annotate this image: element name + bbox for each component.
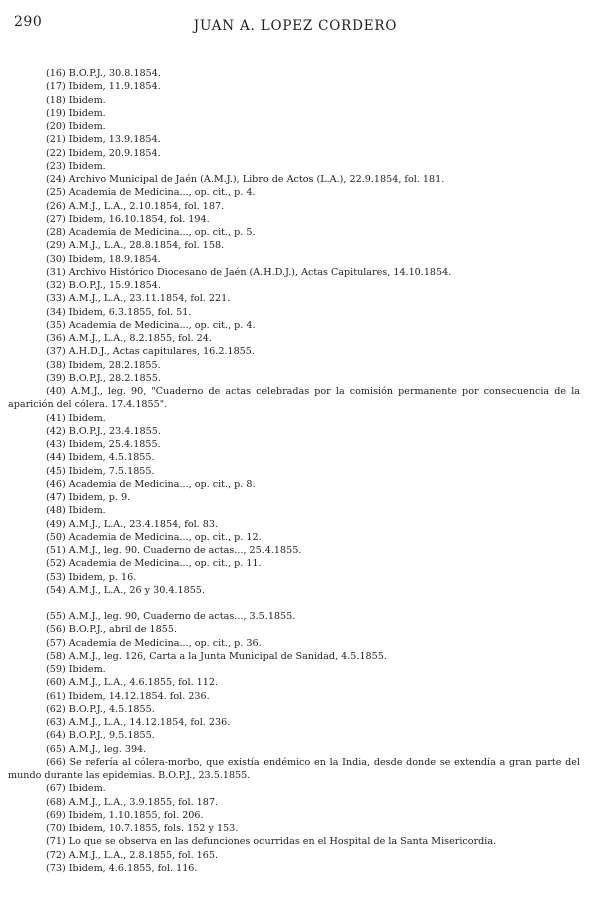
- footnote: [8, 557, 580, 570]
- footnotes-group-1: [8, 67, 580, 597]
- footnote: [8, 239, 580, 252]
- footnote-number: (48): [46, 505, 66, 517]
- footnote: [8, 623, 580, 636]
- footnote: [8, 226, 580, 239]
- footnote-number: (23): [46, 160, 66, 172]
- footnote: [8, 94, 580, 107]
- footnote-number: (21): [46, 134, 66, 146]
- footnote: [8, 782, 580, 795]
- footnote: [8, 478, 580, 491]
- footnote-text: Ibidem.: [68, 664, 106, 675]
- footnote-text: Ibidem.: [68, 121, 106, 132]
- footnote: [8, 425, 580, 438]
- footnote: [8, 531, 580, 544]
- footnote: [8, 716, 580, 729]
- footnote-number: (47): [46, 492, 66, 503]
- footnote-text: Ibidem.: [68, 783, 106, 795]
- footnote-text: Ibidem, 16.10.1854, fol. 194.: [68, 213, 210, 225]
- footnote-number: (46): [46, 478, 66, 490]
- footnote-number: (49): [46, 518, 66, 530]
- footnote-text: Ibidem, 1.10.1855, fol. 206.: [68, 809, 204, 821]
- footnote-number: (55): [46, 611, 66, 622]
- footnotes: [8, 67, 580, 875]
- footnote-number: (42): [46, 425, 66, 437]
- footnote-text: A.M.J., L.A., 3.9.1855, fol. 187.: [68, 796, 219, 808]
- footnote-number: (43): [46, 439, 66, 450]
- footnote-number: (36): [46, 333, 66, 344]
- footnote-number: (28): [46, 227, 66, 238]
- footnote-text: Ibidem, 18.9.1854.: [68, 253, 161, 265]
- footnote-text: A.M.J., L.A., 23.4.1854, fol. 83.: [68, 518, 219, 530]
- running-head: JUAN A. LOPEZ CORDERO: [193, 18, 398, 34]
- footnote-number: (41): [46, 412, 66, 424]
- footnote: [8, 412, 580, 425]
- footnote: [8, 332, 580, 345]
- footnote-number: (35): [46, 319, 66, 331]
- footnote-text: B.O.P.J., abril de 1855.: [68, 624, 177, 636]
- footnote-text: A.M.J., L.A., 2.8.1855, fol. 165.: [68, 849, 219, 861]
- footnote: [8, 809, 580, 822]
- footnote-number: (69): [46, 809, 66, 821]
- footnote: [8, 676, 580, 689]
- footnote-number: (72): [46, 849, 66, 861]
- footnote-text: Academia de Medicina..., op. cit., p. 5.: [68, 227, 256, 238]
- footnote-text: A.M.J., L.A., 4.6.1855, fol. 112.: [68, 677, 219, 689]
- footnote-text: Ibidem, 4.5.1855.: [68, 452, 155, 464]
- footnote: [8, 120, 580, 133]
- footnote-text: A.M.J., leg. 90, Cuaderno de actas..., 3.5.1855.: [68, 611, 296, 622]
- footnote-number: (59): [46, 664, 66, 675]
- footnote-number: (57): [46, 637, 66, 649]
- footnote: [8, 147, 580, 160]
- footnote-number: (71): [46, 836, 66, 848]
- footnote: [8, 663, 580, 676]
- footnote-text: Ibidem, 4.6.1855, fol. 116.: [68, 862, 198, 874]
- footnote: [8, 610, 580, 623]
- footnote-number: (70): [46, 823, 66, 834]
- footnote-number: (24): [46, 174, 66, 185]
- footnote-number: (26): [46, 200, 66, 212]
- footnote-number: (62): [46, 703, 66, 715]
- footnote-text: Ibidem, 25.4.1855.: [68, 439, 161, 450]
- footnote-number: (30): [46, 253, 66, 265]
- footnote-number: (17): [46, 81, 66, 93]
- page-number: 290: [14, 14, 43, 30]
- footnote-number: (39): [46, 372, 66, 384]
- footnote-text: A.M.J., leg. 90, "Cuaderno de actas celebradas por la comisión permanente por consecuencia de la aparición del cólera. 17.4.1855".: [8, 386, 580, 411]
- footnote: [8, 186, 580, 199]
- footnote: [8, 729, 580, 742]
- footnote-text: Ibidem, p. 9.: [68, 492, 131, 503]
- footnote-number: (64): [46, 730, 66, 742]
- footnote-text: Ibidem, 20.9.1854.: [68, 147, 161, 159]
- footnote-text: Ibidem.: [68, 107, 106, 119]
- footnote-text: A.M.J., L.A., 8.2.1855, fol. 24.: [68, 333, 212, 344]
- footnote-number: (18): [46, 94, 66, 106]
- footnote-text: Academia de Medicina..., op. cit., p. 4.: [68, 187, 256, 199]
- footnote-text: Archivo Histórico Diocesano de Jaén (A.H.D.J.), Actas Capitulares, 14.10.1854.: [68, 266, 452, 278]
- footnote-number: (68): [46, 796, 66, 808]
- footnote-text: Academia de Medicina..., op. cit., p. 12.: [68, 531, 262, 543]
- footnote-text: Ibidem.: [68, 160, 106, 172]
- footnote-number: (73): [46, 862, 66, 874]
- footnote-number: (44): [46, 452, 66, 464]
- footnote: [8, 160, 580, 173]
- footnote: [8, 359, 580, 372]
- footnote-number: (29): [46, 240, 66, 252]
- footnote-text: B.O.P.J., 23.4.1855.: [68, 425, 161, 437]
- footnote: [8, 292, 580, 305]
- footnote-text: Academia de Medicina..., op. cit., p. 11.: [68, 558, 262, 570]
- footnote-text: Lo que se observa en las defunciones ocurridas en el Hospital de la Santa Misericordia.: [68, 836, 497, 848]
- footnote: [8, 465, 580, 478]
- footnote-text: A.M.J., L.A., 2.10.1854, fol. 187.: [68, 200, 225, 212]
- footnote-number: (63): [46, 717, 66, 728]
- footnote-number: (65): [46, 743, 66, 755]
- footnote-number: (54): [46, 584, 66, 596]
- footnote-text: Academia de Medicina..., op. cit., p. 4.: [68, 319, 256, 331]
- footnote: [8, 571, 580, 584]
- footnote-number: (20): [46, 121, 66, 132]
- footnote: [8, 385, 580, 412]
- group-gap: [8, 597, 580, 610]
- footnote-number: (27): [46, 213, 66, 225]
- footnote: [8, 743, 580, 756]
- footnote: [8, 518, 580, 531]
- footnote: [8, 133, 580, 146]
- footnote-text: Ibidem.: [68, 94, 106, 106]
- footnote-text: Ibidem.: [68, 412, 106, 424]
- footnote-text: A.M.J., L.A., 28.8.1854, fol. 158.: [68, 240, 225, 252]
- footnote: [8, 822, 580, 835]
- footnote-number: (32): [46, 280, 66, 291]
- footnote-number: (40): [46, 386, 66, 397]
- footnote: [8, 213, 580, 226]
- footnote-text: Ibidem.: [68, 505, 106, 517]
- footnote-text: Ibidem, 28.2.1855.: [68, 359, 161, 371]
- footnote-text: Academia de Medicina..., op. cit., p. 36.: [68, 637, 262, 649]
- footnote-text: B.O.P.J., 9.5.1855.: [68, 730, 155, 742]
- footnote: [8, 650, 580, 663]
- footnote: [8, 835, 580, 848]
- footnote: [8, 306, 580, 319]
- footnote-number: (66): [46, 756, 66, 768]
- footnote-number: (51): [46, 545, 66, 556]
- footnote-text: Ibidem, 7.5.1855.: [68, 465, 155, 477]
- footnote-number: (33): [46, 293, 66, 305]
- footnote: [8, 200, 580, 213]
- footnotes-group-2: [8, 610, 580, 875]
- footnote-number: (58): [46, 650, 66, 662]
- footnote-number: (52): [46, 558, 66, 570]
- footnote: [8, 173, 580, 186]
- footnote: [8, 584, 580, 597]
- footnote: [8, 345, 580, 358]
- footnote-text: A.M.J., leg. 394.: [68, 743, 147, 755]
- footnote-text: Ibidem, p. 16.: [68, 571, 137, 583]
- footnote: [8, 80, 580, 93]
- footnote-text: B.O.P.J., 4.5.1855.: [68, 703, 155, 715]
- footnote-text: A.M.J., L.A., 23.11.1854, fol. 221.: [68, 293, 231, 305]
- footnote-text: Ibidem, 11.9.1854.: [68, 81, 161, 93]
- footnote: [8, 544, 580, 557]
- footnote-text: Ibidem, 13.9.1854.: [68, 134, 161, 146]
- footnote: [8, 756, 580, 783]
- footnote-number: (53): [46, 571, 66, 583]
- footnote-text: Archivo Municipal de Jaén (A.M.J.), Libro de Actos (L.A.), 22.9.1854, fol. 181.: [68, 174, 445, 185]
- footnote-number: (50): [46, 531, 66, 543]
- footnote: [8, 491, 580, 504]
- footnote: [8, 451, 580, 464]
- footnote: [8, 637, 580, 650]
- footnote-text: Ibidem, 14.12.1854. fol. 236.: [68, 690, 210, 702]
- footnote: [8, 67, 580, 80]
- footnote-number: (67): [46, 783, 66, 795]
- footnote-number: (19): [46, 107, 66, 119]
- footnote-text: B.O.P.J., 28.2.1855.: [68, 372, 161, 384]
- footnote: [8, 253, 580, 266]
- footnote-number: (45): [46, 465, 66, 477]
- footnote-number: (38): [46, 359, 66, 371]
- footnote-text: A.H.D.J., Actas capitulares, 16.2.1855.: [68, 346, 255, 358]
- footnote-number: (25): [46, 187, 66, 199]
- footnote: [8, 690, 580, 703]
- footnote-number: (22): [46, 147, 66, 159]
- footnote: [8, 319, 580, 332]
- footnote: [8, 849, 580, 862]
- footnote-number: (16): [46, 68, 66, 79]
- footnote: [8, 703, 580, 716]
- footnote-number: (34): [46, 306, 66, 318]
- footnote: [8, 372, 580, 385]
- footnote: [8, 438, 580, 451]
- footnote-text: Ibidem, 10.7.1855, fols. 152 y 153.: [68, 823, 239, 834]
- footnote-text: B.O.P.J., 30.8.1854.: [68, 68, 161, 79]
- footnote: [8, 279, 580, 292]
- footnote-number: (37): [46, 346, 66, 358]
- footnote-text: Academia de Medicina..., op. cit., p. 8.: [68, 478, 256, 490]
- footnote: [8, 107, 580, 120]
- footnote: [8, 862, 580, 875]
- footnote-text: A.M.J., L.A., 26 y 30.4.1855.: [68, 584, 205, 596]
- footnote-number: (61): [46, 690, 66, 702]
- footnote: [8, 796, 580, 809]
- footnote-number: (56): [46, 624, 66, 636]
- footnote: [8, 504, 580, 517]
- footnote-text: A.M.J., leg. 126, Carta a la Junta Municipal de Sanidad, 4.5.1855.: [68, 650, 387, 662]
- footnote-text: A.M.J., leg. 90. Cuaderno de actas..., 25.4.1855.: [68, 545, 302, 556]
- footnote-text: Se refería al cólera-morbo, que existía endémico en la India, desde donde se extendía a gran parte del mundo durante las epidemias. B.O.P.J., 23.5.1855.: [8, 756, 580, 781]
- footnote: [8, 266, 580, 279]
- footnote-number: (60): [46, 677, 66, 689]
- footnote-text: Ibidem, 6.3.1855, fol. 51.: [68, 306, 192, 318]
- footnote-text: A.M.J., L.A., 14.12.1854, fol. 236.: [68, 717, 231, 728]
- footnote-number: (31): [46, 266, 66, 278]
- footnote-text: B.O.P.J., 15.9.1854.: [68, 280, 161, 291]
